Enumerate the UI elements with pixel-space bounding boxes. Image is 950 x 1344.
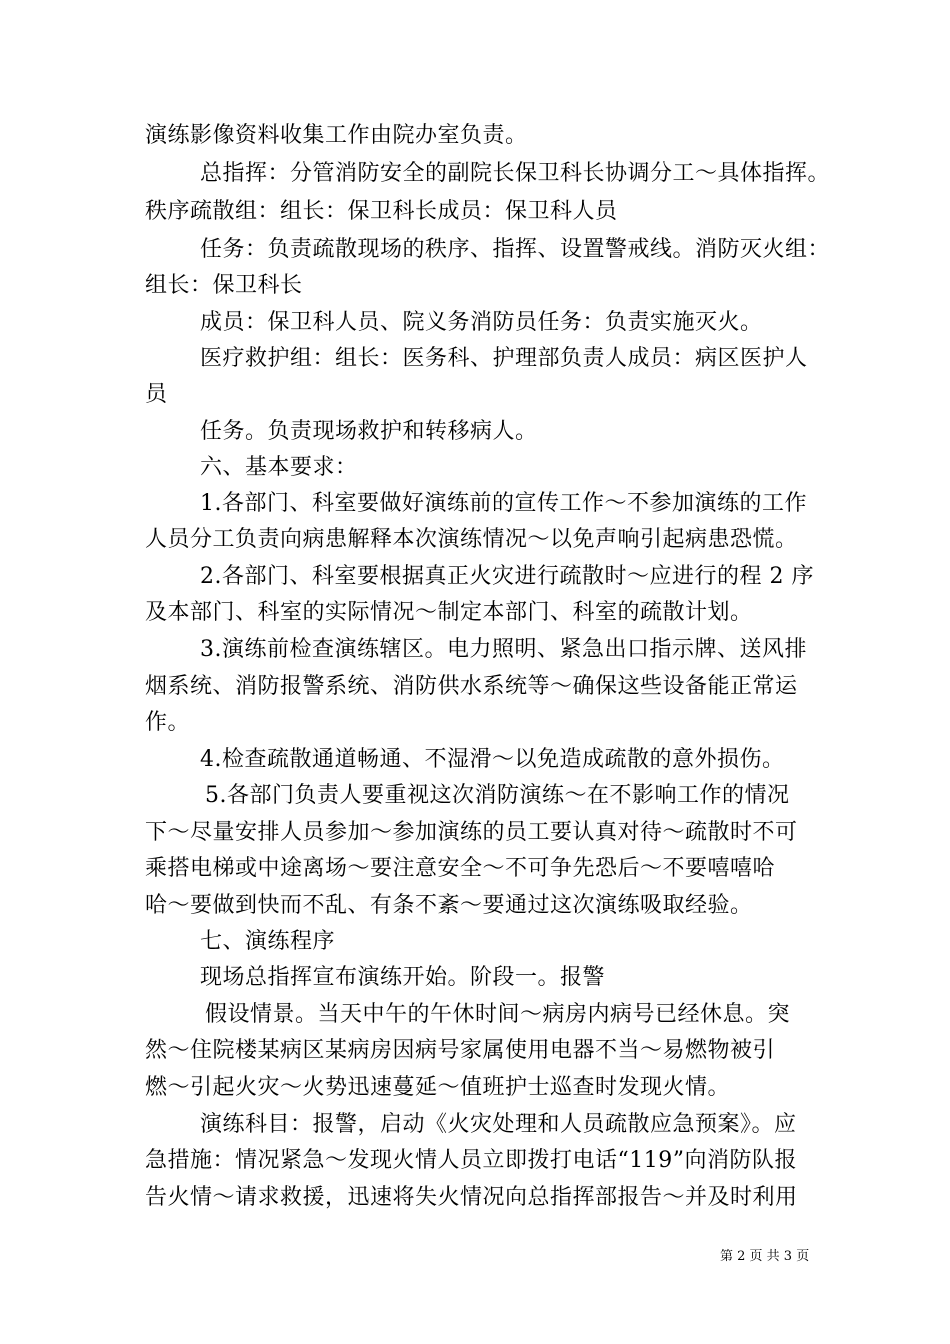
text-line: 作。 xyxy=(145,710,191,735)
text-line: 假设情景。当天中午的午休时间～病房内病号已经休息。突 xyxy=(205,1002,791,1027)
text-line: 燃～引起火灾～火势迅速蔓延～值班护士巡查时发现火情。 xyxy=(145,1075,731,1100)
section-heading: 七、演练程序 xyxy=(200,929,336,954)
page-footer: 第 2 页 共 3 页 xyxy=(720,1249,810,1264)
text-line: 4.检查疏散通道畅通、不湿滑～以免造成疏散的意外损伤。 xyxy=(200,747,785,772)
text-line: 下～尽量安排人员参加～参加演练的员工要认真对待～疏散时不可 xyxy=(145,820,798,845)
text-line: 总指挥：分管消防安全的副院长保卫科长协调分工～具体指挥。 xyxy=(200,161,831,186)
text-line: 秩序疏散组：组长：保卫科长成员：保卫科人员 xyxy=(145,199,618,224)
text-line: 医疗救护组：组长：医务科、护理部负责人成员：病区医护人 xyxy=(200,346,808,371)
text-line: 组长：保卫科长 xyxy=(145,273,303,298)
text-line: 哈～要做到快而不乱、有条不紊～要通过这次演练吸取经验。 xyxy=(145,893,753,918)
text-line: 然～住院楼某病区某病房因病号家属使用电器不当～易燃物被引 xyxy=(145,1038,776,1063)
text-line: 及本部门、科室的实际情况～制定本部门、科室的疏散计划。 xyxy=(145,600,753,625)
text-line: 任务：负责疏散现场的秩序、指挥、设置警戒线。消防灭火组： xyxy=(200,237,831,262)
text-line: 烟系统、消防报警系统、消防供水系统等～确保这些设备能正常运 xyxy=(145,674,798,699)
section-heading: 六、基本要求： xyxy=(200,455,358,480)
text-line: 演练影像资料收集工作由院办室负责。 xyxy=(145,123,528,148)
text-line: 3.演练前检查演练辖区。电力照明、紧急出口指示牌、送风排 xyxy=(200,637,807,662)
text-line: 演练科目：报警，启动《火灾处理和人员疏散应急预案》。应 xyxy=(200,1112,797,1137)
text-line: 1.各部门、科室要做好演练前的宣传工作～不参加演练的工作 xyxy=(200,491,807,516)
text-line: 乘搭电梯或中途离场～要注意安全～不可争先恐后～不要嘻嘻哈 xyxy=(145,856,776,881)
text-line: 告火情～请求救援，迅速将失火情况向总指挥部报告～并及时利用 xyxy=(145,1185,798,1210)
text-line: 成员：保卫科人员、院义务消防员任务：负责实施灭火。 xyxy=(200,310,763,335)
text-line: 任务。负责现场救护和转移病人。 xyxy=(200,419,538,444)
text-line: 2.各部门、科室要根据真正火灾进行疏散时～应进行的程 2 序 xyxy=(200,564,814,589)
text-line: 5.各部门负责人要重视这次消防演练～在不影响工作的情况 xyxy=(205,783,790,808)
text-line: 现场总指挥宣布演练开始。阶段一。报警 xyxy=(200,965,606,990)
text-line: 员 xyxy=(145,382,168,407)
text-line: 急措施：情况紧急～发现火情人员立即拨打电话“119”向消防队报 xyxy=(145,1148,797,1173)
text-line: 人员分工负责向病患解释本次演练情况～以免声响引起病患恐慌。 xyxy=(145,527,798,552)
